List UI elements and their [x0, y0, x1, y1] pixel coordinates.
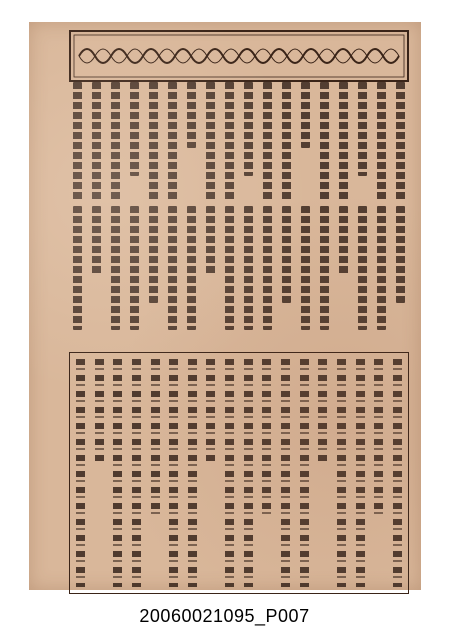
text-column	[73, 82, 82, 202]
text-column	[320, 206, 329, 330]
text-column	[111, 82, 120, 202]
text-column	[73, 206, 82, 330]
notation-column	[169, 359, 178, 587]
notation-column	[95, 359, 104, 462]
text-column	[168, 206, 177, 330]
notation-column	[206, 359, 215, 462]
text-column	[301, 82, 310, 148]
text-column	[320, 82, 329, 202]
text-column	[301, 206, 310, 330]
document-id-caption: 20060021095_P007	[139, 606, 310, 626]
text-column	[206, 82, 215, 202]
text-column	[149, 82, 158, 202]
notation-column	[300, 359, 309, 587]
text-column	[282, 206, 291, 303]
document-page	[29, 22, 421, 590]
text-column	[168, 82, 177, 202]
text-column	[263, 206, 272, 330]
text-column	[187, 206, 196, 330]
text-column	[206, 206, 215, 274]
notation-column	[151, 359, 160, 519]
text-column	[282, 82, 291, 202]
text-section-middle	[69, 206, 409, 330]
text-column	[263, 82, 272, 202]
text-column	[339, 82, 348, 202]
notation-column	[281, 359, 290, 587]
text-column	[339, 206, 348, 274]
text-column	[187, 82, 196, 148]
ornamental-border-band	[69, 30, 409, 82]
text-column	[92, 82, 101, 202]
text-section-upper	[69, 82, 409, 202]
text-column	[92, 206, 101, 274]
text-column	[244, 206, 253, 330]
notation-column	[76, 359, 85, 587]
notation-column	[188, 359, 197, 587]
notation-column	[393, 359, 402, 587]
text-column	[396, 82, 405, 202]
text-column	[111, 206, 120, 330]
notation-column	[318, 359, 327, 462]
notation-column	[113, 359, 122, 587]
music-notation-box	[69, 352, 409, 594]
text-column	[358, 82, 367, 176]
notation-column	[356, 359, 365, 587]
text-column	[130, 82, 139, 176]
text-column	[358, 206, 367, 330]
text-column	[396, 206, 405, 303]
text-column	[149, 206, 158, 303]
notation-column	[225, 359, 234, 587]
notation-column	[262, 359, 271, 519]
notation-column	[374, 359, 383, 519]
text-column	[225, 82, 234, 202]
text-column	[377, 82, 386, 202]
text-column	[244, 82, 253, 176]
text-column	[377, 206, 386, 330]
notation-columns	[76, 359, 402, 587]
notation-column	[337, 359, 346, 587]
text-column	[225, 206, 234, 330]
text-column	[130, 206, 139, 330]
notation-column	[132, 359, 141, 587]
notation-column	[244, 359, 253, 587]
